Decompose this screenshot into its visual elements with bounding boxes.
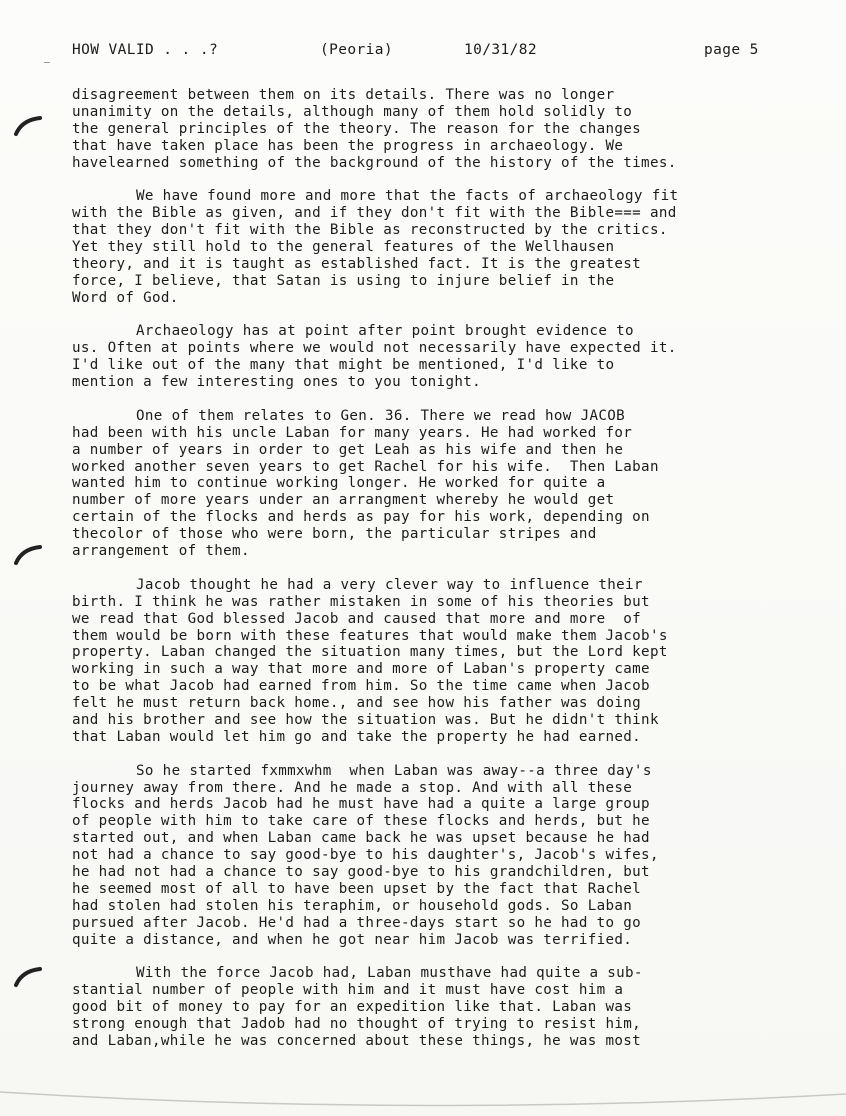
text-line: arrangement of them. <box>72 543 250 560</box>
document-date: 10/31/82 <box>464 42 538 58</box>
text-line: he seemed most of all to have been upset by the fact that Rachel <box>72 880 642 897</box>
text-line: disagreement between them on its details. There was no longer <box>72 87 615 103</box>
text-line: felt he must return back home., and see how his father was doing <box>72 695 642 712</box>
text-line: havelearned something of the background of the history of the times. <box>72 154 677 171</box>
punch-hole-icon <box>14 543 44 569</box>
text-line: property. Laban changed the situation many times, but the Lord kept <box>72 644 668 661</box>
text-line: to be what Jacob had earned from him. So the time came when Jacob <box>72 678 650 695</box>
text-line: we read that God blessed Jacob and caused that more and more of <box>72 610 642 627</box>
text-line: he had not had a chance to say good-bye to his grandchildren, but <box>72 863 650 880</box>
text-line: stantial number of people with him and it must have cost him a <box>72 982 624 999</box>
page-edge <box>0 1088 846 1116</box>
margin-mark <box>44 62 50 63</box>
document-place: (Peoria) <box>320 42 394 58</box>
text-line: wanted him to continue working longer. He worked for quite a <box>72 475 606 492</box>
text-line: With the force Jacob had, Laban musthave had quite a sub- <box>136 965 643 982</box>
punch-hole-icon <box>14 114 44 140</box>
text-line: us. Often at points where we would not necessarily have expected it. <box>72 340 677 357</box>
text-line: So he started fxmmxwhm when Laban was away--a three day's <box>136 762 652 779</box>
text-line: Jacob thought he had a very clever way to influence their <box>136 576 643 593</box>
text-line: certain of the flocks and herds as pay for his work, depending on <box>72 509 650 526</box>
paragraph <box>72 188 792 306</box>
document-body <box>72 87 792 1067</box>
text-line: working in such a way that more and more of Laban's property came <box>72 661 650 678</box>
text-line: had stolen had stolen his teraphim, or household gods. So Laban <box>72 897 633 914</box>
text-line: that have taken place has been the progress in archaeology. We <box>72 137 624 154</box>
text-line: worked another seven years to get Rachel for his wife. Then Laban <box>72 458 659 475</box>
text-line: good bit of money to pay for an expedition like that. Laban was <box>72 999 633 1016</box>
text-line: thecolor of those who were born, the particular stripes and <box>72 526 597 543</box>
text-line: them would be born with these features that would make them Jacob's <box>72 627 668 644</box>
text-line: had been with his uncle Laban for many years. He had worked for <box>72 424 633 441</box>
text-line: mention a few interesting ones to you tonight. <box>72 374 482 391</box>
text-line: and his brother and see how the situation was. But he didn't think <box>72 711 659 728</box>
text-line: started out, and when Laban came back he was upset because he had <box>72 830 650 847</box>
text-line: Archaeology has at point after point brought evidence to <box>136 323 634 340</box>
text-line: One of them relates to Gen. 36. There we read how JACOB <box>136 407 626 424</box>
text-line: We have found more and more that the facts of archaeology fit <box>136 188 679 205</box>
text-line: strong enough that Jadob had no thought of trying to resist him, <box>72 1015 642 1032</box>
text-line: force, I believe, that Satan is using to injure belief in the <box>72 272 615 289</box>
text-line: of people with him to take care of these flocks and herds, but he <box>72 813 650 830</box>
paragraph <box>72 577 792 746</box>
text-line: flocks and herds Jacob had he must have had a quite a large group <box>72 796 650 813</box>
text-line: that they don't fit with the Bible as reconstructed by the critics. <box>72 222 668 239</box>
paragraph <box>72 965 792 1049</box>
paragraph <box>72 323 792 391</box>
text-line: quite a distance, and when he got near him Jacob was terrified. <box>72 931 633 948</box>
text-line: that Laban would let him go and take the property he had earned. <box>72 728 642 745</box>
paragraph <box>72 763 792 949</box>
punch-hole-icon <box>14 965 44 991</box>
text-line: Word of God. <box>72 289 179 306</box>
paragraph <box>72 408 792 560</box>
paragraph <box>72 87 792 171</box>
text-line: journey away from there. And he made a stop. And with all these <box>72 779 633 796</box>
text-line: theory, and it is taught as established fact. It is the greatest <box>72 255 642 272</box>
text-line: number of more years under an arrangment whereby he would get <box>72 492 615 509</box>
text-line: with the Bible as given, and if they don't fit with the Bible=== and <box>72 205 677 222</box>
text-line: I'd like out of the many that might be mentioned, I'd like to <box>72 357 615 374</box>
text-line: unanimity on the details, although many of them hold solidly to <box>72 103 633 120</box>
text-line: the general principles of the theory. The reason for the changes <box>72 120 642 137</box>
text-line: not had a chance to say good-bye to his daughter's, Jacob's wifes, <box>72 847 659 864</box>
page-header <box>72 42 772 64</box>
document-title: HOW VALID . . .? <box>72 42 219 58</box>
text-line: and Laban,while he was concerned about these things, he was most <box>72 1032 642 1049</box>
page-number: page 5 <box>704 42 759 58</box>
text-line: pursued after Jacob. He'd had a three-days start so he had to go <box>72 914 642 931</box>
text-line: a number of years in order to get Leah as his wife and then he <box>72 441 624 458</box>
text-line: Yet they still hold to the general features of the Wellhausen <box>72 239 615 256</box>
text-line: birth. I think he was rather mistaken in some of his theories but <box>72 593 650 610</box>
